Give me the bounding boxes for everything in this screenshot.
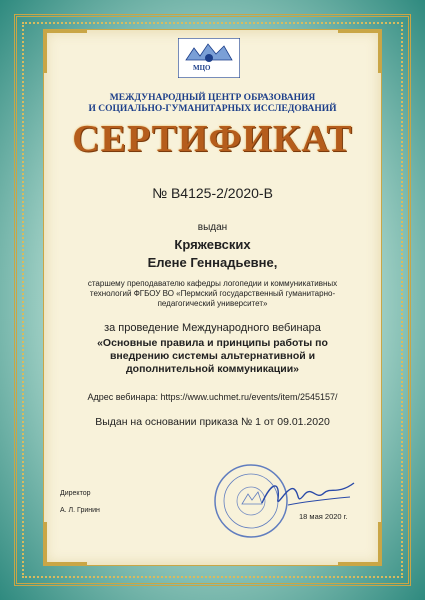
recipient-name: Елене Геннадьевне, (147, 255, 278, 270)
purpose-text: за проведение Международного вебинара (104, 322, 321, 334)
corner-ornament (338, 29, 382, 73)
certificate-title: СЕРТИФИКАТ (72, 118, 353, 160)
director-name: А. Л. Гринин (60, 507, 100, 514)
issue-basis: Выдан на основании приказа № 1 от 09.01.2020 (95, 416, 330, 428)
issued-label: выдан (197, 222, 228, 233)
director-signature (258, 475, 358, 515)
certificate-number: № В4125-2/2020-В (152, 185, 273, 201)
director-label: Директор (60, 490, 91, 497)
corner-ornament (338, 522, 382, 566)
organization-name-line2: И СОЦИАЛЬНО-ГУМАНИТАРНЫХ ИССЛЕДОВАНИЙ (88, 104, 337, 114)
issue-date: 18 мая 2020 г. (299, 512, 348, 521)
logo-text: МЦО (193, 64, 211, 72)
corner-ornament (43, 29, 87, 73)
organization-logo-icon (178, 38, 240, 78)
webinar-address: Адрес вебинара: https://www.uchmet.ru/events/item/2545157/ (87, 392, 338, 402)
webinar-topic: «Основные правила и принципы работы по внедрению системы альтернативной и дополнительной коммуникации» (97, 337, 328, 375)
recipient-surname: Кряжевских (174, 237, 251, 252)
organization-name (0, 93, 425, 115)
recipient-position: старшему преподавателю кафедры логопедии и коммуникативных технологий ФГБОУ ВО «Пермский государственный гуманитарно-педагогический университет» (87, 279, 338, 308)
organization-name-line1: МЕЖДУНАРОДНЫЙ ЦЕНТР ОБРАЗОВАНИЯ (109, 93, 316, 103)
corner-ornament (43, 522, 87, 566)
